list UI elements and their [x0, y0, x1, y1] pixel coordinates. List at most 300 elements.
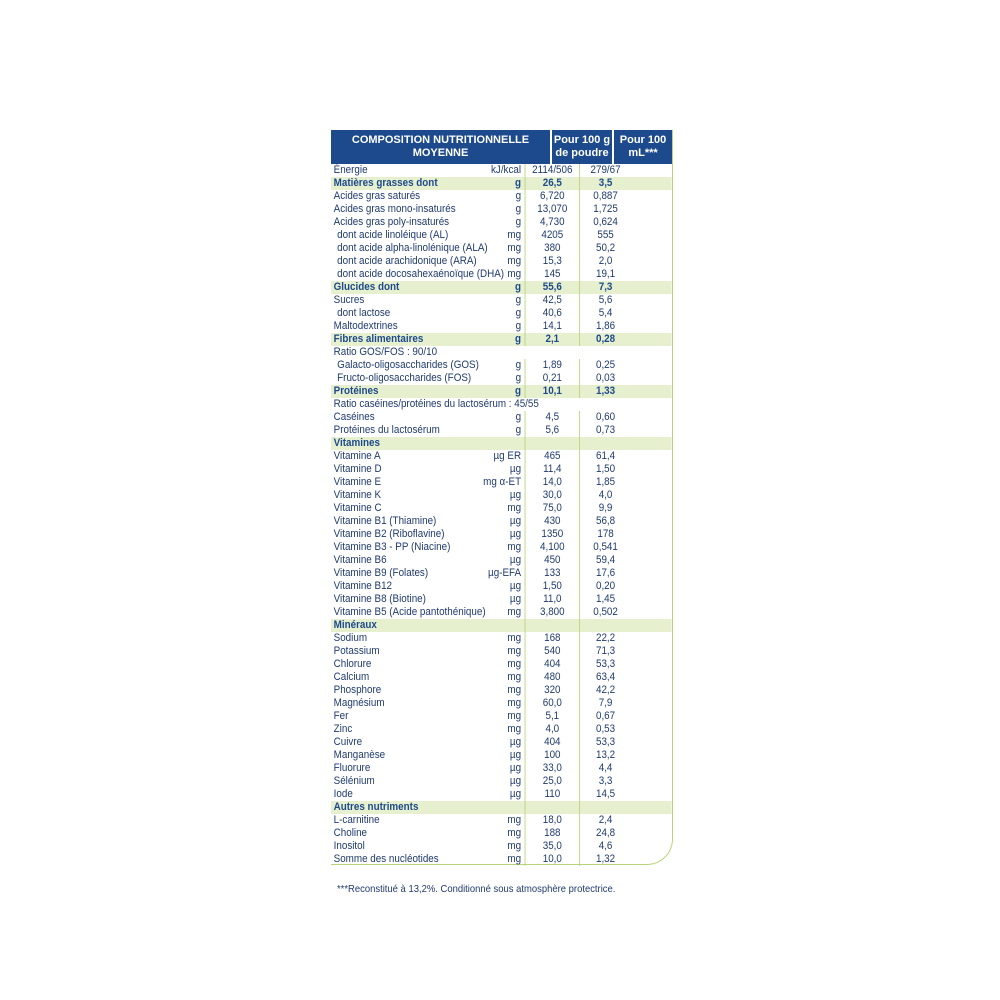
- value-per-100g: 13,070: [525, 203, 580, 216]
- row-label-cell: [331, 684, 525, 697]
- row-unit: mg: [507, 658, 522, 670]
- value-per-100g: 10,0: [525, 853, 580, 866]
- table-row: [331, 710, 672, 723]
- value-per-100ml: 0,60: [595, 411, 616, 423]
- row-label: dont lactose: [337, 307, 391, 319]
- value-per-100g: 145: [525, 268, 580, 281]
- table-row: [331, 528, 672, 541]
- row-label-cell: [331, 320, 525, 333]
- row-unit: µg: [509, 554, 522, 566]
- row-label: Fluorure: [333, 762, 371, 774]
- section-row: [331, 385, 672, 398]
- table-body: [331, 164, 672, 866]
- table-row: [331, 736, 672, 749]
- row-label: Somme des nucléotides: [333, 853, 439, 865]
- table-row: [331, 307, 672, 320]
- value-per-100g: 1350: [525, 528, 580, 541]
- value-per-100g: 11,4: [525, 463, 580, 476]
- value-per-100ml: 0,73: [595, 424, 616, 436]
- row-label-cell: [331, 164, 525, 177]
- table-row: [331, 268, 672, 281]
- section-row: [331, 801, 672, 814]
- table-row: [331, 359, 672, 372]
- table-row: [331, 489, 672, 502]
- row-unit: µg: [509, 528, 522, 540]
- row-unit: g: [515, 320, 522, 332]
- table-row: [331, 242, 672, 255]
- row-label-cell: [331, 489, 525, 502]
- row-unit: mg: [507, 268, 522, 280]
- value-per-100ml: 1,85: [595, 476, 616, 488]
- row-unit: mg: [507, 645, 522, 657]
- value-per-100ml: 19,1: [595, 268, 616, 280]
- row-label-cell: [331, 606, 525, 619]
- value-per-100ml: 0,20: [595, 580, 616, 592]
- value-per-100g: 30,0: [525, 489, 580, 502]
- value-per-100g: 2,1: [525, 333, 580, 346]
- value-per-100g: 42,5: [525, 294, 580, 307]
- table-row: [331, 853, 672, 866]
- row-unit: mg: [507, 502, 522, 514]
- value-per-100g: 15,3: [525, 255, 580, 268]
- row-label: Fibres alimentaires: [333, 333, 424, 345]
- table-row: [331, 346, 672, 359]
- value-per-100ml: 5,6: [598, 294, 613, 306]
- row-label-cell: [331, 723, 525, 736]
- value-per-100ml: 1,45: [595, 593, 616, 605]
- value-per-100g: 26,5: [525, 177, 580, 190]
- table-row: [331, 814, 672, 827]
- row-unit: mg: [507, 541, 522, 553]
- value-per-100ml: 1,725: [593, 203, 618, 215]
- row-label-cell: [331, 424, 525, 437]
- value-per-100g: [525, 619, 580, 632]
- row-label-cell: [331, 190, 525, 203]
- row-label: Acides gras saturés: [333, 190, 421, 202]
- row-label: dont acide alpha-linolénique (ALA): [337, 242, 488, 254]
- row-label-cell: [331, 840, 525, 853]
- value-per-100g: 380: [525, 242, 580, 255]
- value-per-100ml: 42,2: [595, 684, 616, 696]
- value-per-100ml: 3,3: [598, 775, 613, 787]
- row-label-cell: [331, 801, 525, 814]
- table-row: [331, 515, 672, 528]
- value-per-100ml: 0,03: [595, 372, 616, 384]
- value-per-100ml: [580, 801, 631, 814]
- table-row: [331, 697, 672, 710]
- row-label: Inositol: [333, 840, 365, 852]
- row-label: Caséines: [333, 411, 375, 423]
- value-per-100g: 4,100: [525, 541, 580, 554]
- row-label: Fer: [333, 710, 349, 722]
- value-per-100g: 33,0: [525, 762, 580, 775]
- row-label-cell: [331, 463, 525, 476]
- table-row: [331, 788, 672, 801]
- table-row: [331, 463, 672, 476]
- row-label-cell: [331, 346, 631, 359]
- row-unit: mg: [507, 723, 522, 735]
- nutrition-table: [331, 130, 672, 866]
- value-per-100ml: 22,2: [595, 632, 616, 644]
- row-unit: µg: [509, 593, 522, 605]
- table-row: [331, 203, 672, 216]
- value-per-100g: 10,1: [525, 385, 580, 398]
- section-row: [331, 333, 672, 346]
- row-label: Autres nutriments: [333, 801, 419, 813]
- table-row: [331, 398, 672, 411]
- value-per-100ml: 0,887: [593, 190, 618, 202]
- row-label-cell: [331, 827, 525, 840]
- row-unit: g: [515, 203, 522, 215]
- row-label-cell: [331, 619, 525, 632]
- row-label: Chlorure: [333, 658, 372, 670]
- section-row: [331, 619, 672, 632]
- row-label-cell: [331, 814, 525, 827]
- row-label: dont acide linoléique (AL): [337, 229, 449, 241]
- value-per-100ml: 178: [597, 528, 614, 540]
- value-per-100g: 2114/506: [525, 164, 580, 177]
- value-per-100g: 1,50: [525, 580, 580, 593]
- value-per-100ml: 555: [597, 229, 614, 241]
- row-label-cell: [331, 697, 525, 710]
- row-label-cell: [331, 398, 631, 411]
- row-label-cell: [331, 593, 525, 606]
- row-label: Calcium: [333, 671, 370, 683]
- row-label: Vitamine B12: [333, 580, 393, 592]
- row-label-cell: [331, 736, 525, 749]
- table-row: [331, 606, 672, 619]
- row-label-cell: [331, 437, 525, 450]
- value-per-100ml: 17,6: [595, 567, 616, 579]
- value-per-100ml: 59,4: [595, 554, 616, 566]
- value-per-100g: 404: [525, 736, 580, 749]
- table-row: [331, 294, 672, 307]
- value-per-100ml: 24,8: [595, 827, 616, 839]
- row-label-cell: [331, 853, 525, 866]
- row-label-cell: [331, 333, 525, 346]
- value-per-100ml: 53,3: [595, 736, 616, 748]
- value-per-100g: 5,6: [525, 424, 580, 437]
- row-unit: mg: [507, 229, 522, 241]
- row-label-cell: [331, 632, 525, 645]
- value-per-100g: 4,730: [525, 216, 580, 229]
- value-per-100g: 55,6: [525, 281, 580, 294]
- row-unit: µg: [509, 788, 522, 800]
- row-unit: µg ER: [493, 450, 522, 462]
- row-unit: mg: [507, 710, 522, 722]
- value-per-100g: 404: [525, 658, 580, 671]
- header-per-100g: Pour 100 g de poudre: [552, 130, 614, 164]
- row-label: Manganèse: [333, 749, 386, 761]
- value-per-100ml: 4,6: [598, 840, 613, 852]
- row-label: Vitamines: [333, 437, 380, 449]
- row-label: Choline: [333, 827, 368, 839]
- value-per-100ml: 1,32: [595, 853, 616, 865]
- row-label: Vitamine A: [333, 450, 381, 462]
- row-unit: mg: [507, 827, 522, 839]
- table-row: [331, 411, 672, 424]
- value-per-100ml: 3,5: [598, 177, 613, 189]
- row-label-cell: [331, 203, 525, 216]
- row-label-cell: [331, 658, 525, 671]
- table-row: [331, 671, 672, 684]
- table-row: [331, 658, 672, 671]
- value-per-100ml: 5,4: [598, 307, 613, 319]
- table-row: [331, 190, 672, 203]
- table-row: [331, 320, 672, 333]
- row-unit: g: [515, 216, 522, 228]
- row-unit: mg: [507, 840, 522, 852]
- table-row: [331, 684, 672, 697]
- row-label: Vitamine B2 (Riboflavine): [333, 528, 445, 540]
- value-per-100g: 60,0: [525, 697, 580, 710]
- row-unit: g: [515, 385, 522, 397]
- table-row: [331, 229, 672, 242]
- row-unit: mg: [507, 255, 522, 267]
- value-per-100g: 320: [525, 684, 580, 697]
- table-row: [331, 541, 672, 554]
- table-row: [331, 580, 672, 593]
- value-per-100ml: [580, 619, 631, 632]
- row-label: Phosphore: [333, 684, 382, 696]
- row-unit: g: [515, 411, 522, 423]
- row-label: Zinc: [333, 723, 353, 735]
- value-per-100g: 3,800: [525, 606, 580, 619]
- table-row: [331, 255, 672, 268]
- row-unit: µg: [509, 489, 522, 501]
- value-per-100g: 25,0: [525, 775, 580, 788]
- row-label: Matières grasses dont: [333, 177, 438, 189]
- row-unit: g: [515, 294, 522, 306]
- table-row: [331, 450, 672, 463]
- row-label: Vitamine E: [333, 476, 382, 488]
- value-per-100g: 1,89: [525, 359, 580, 372]
- row-label-cell: [331, 255, 525, 268]
- row-unit: g: [515, 190, 522, 202]
- row-label: Protéines du lactosérum: [333, 424, 440, 436]
- value-per-100g: 18,0: [525, 814, 580, 827]
- value-per-100g: 11,0: [525, 593, 580, 606]
- table-row: [331, 723, 672, 736]
- row-unit: g: [515, 177, 522, 189]
- row-label-cell: [331, 372, 525, 385]
- section-row: [331, 437, 672, 450]
- value-per-100ml: 71,3: [595, 645, 616, 657]
- value-per-100g: [525, 801, 580, 814]
- value-per-100g: 4,5: [525, 411, 580, 424]
- row-unit: g: [515, 359, 522, 371]
- row-label-cell: [331, 775, 525, 788]
- value-per-100g: 450: [525, 554, 580, 567]
- value-per-100g: 540: [525, 645, 580, 658]
- row-label-cell: [331, 645, 525, 658]
- row-label: Magnésium: [333, 697, 385, 709]
- row-label-cell: [331, 268, 525, 281]
- row-label: Vitamine B1 (Thiamine): [333, 515, 437, 527]
- row-label-cell: [331, 580, 525, 593]
- row-unit: µg: [509, 736, 522, 748]
- value-per-100ml: 63,4: [595, 671, 616, 683]
- table-row: [331, 645, 672, 658]
- row-label: Sélénium: [333, 775, 375, 787]
- row-label: dont acide arachidonique (ARA): [337, 255, 477, 267]
- row-label: Ratio caséines/protéines du lactosérum : 45/55: [333, 398, 539, 410]
- row-unit: g: [515, 424, 522, 436]
- row-label-cell: [331, 788, 525, 801]
- value-per-100ml: 0,624: [593, 216, 618, 228]
- value-per-100g: [525, 437, 580, 450]
- table-row: [331, 567, 672, 580]
- value-per-100g: 110: [525, 788, 580, 801]
- value-per-100g: 4,0: [525, 723, 580, 736]
- row-label-cell: [331, 567, 525, 580]
- value-per-100g: 465: [525, 450, 580, 463]
- row-label-cell: [331, 515, 525, 528]
- value-per-100ml: 56,8: [595, 515, 616, 527]
- value-per-100ml: 0,541: [593, 541, 618, 553]
- row-label: Sucres: [333, 294, 365, 306]
- row-unit: kJ/kcal: [490, 164, 522, 176]
- row-label-cell: [331, 177, 525, 190]
- value-per-100g: 5,1: [525, 710, 580, 723]
- value-per-100ml: 50,2: [595, 242, 616, 254]
- row-label-cell: [331, 229, 525, 242]
- value-per-100ml: 1,50: [595, 463, 616, 475]
- table-row: [331, 216, 672, 229]
- row-unit: mg: [507, 242, 522, 254]
- row-unit: mg α-ET: [483, 476, 522, 488]
- row-label: L-carnitine: [333, 814, 380, 826]
- row-label-cell: [331, 502, 525, 515]
- value-per-100ml: 0,28: [595, 333, 616, 345]
- row-label: Iode: [333, 788, 353, 800]
- row-label-cell: [331, 307, 525, 320]
- value-per-100ml: 61,4: [595, 450, 616, 462]
- value-per-100ml: [580, 437, 631, 450]
- value-per-100ml: 0,502: [593, 606, 618, 618]
- value-per-100ml: 2,4: [598, 814, 613, 826]
- value-per-100g: 133: [525, 567, 580, 580]
- row-label: Protéines: [333, 385, 379, 397]
- value-per-100ml: 13,2: [595, 749, 616, 761]
- table-row: [331, 372, 672, 385]
- value-per-100g: 168: [525, 632, 580, 645]
- value-per-100ml: 0,53: [595, 723, 616, 735]
- value-per-100ml: 279/67: [590, 164, 621, 176]
- value-per-100ml: 0,67: [595, 710, 616, 722]
- row-unit: µg: [509, 762, 522, 774]
- row-label-cell: [331, 359, 525, 372]
- value-per-100ml: 4,0: [598, 489, 613, 501]
- row-label-cell: [331, 450, 525, 463]
- row-label-cell: [331, 762, 525, 775]
- row-label: Glucides dont: [333, 281, 400, 293]
- row-label: Minéraux: [333, 619, 377, 631]
- table-row: [331, 762, 672, 775]
- value-per-100g: 0,21: [525, 372, 580, 385]
- row-label-cell: [331, 242, 525, 255]
- row-unit: µg: [509, 463, 522, 475]
- value-per-100ml: 7,3: [598, 281, 613, 293]
- value-per-100g: 4205: [525, 229, 580, 242]
- row-label-cell: [331, 749, 525, 762]
- row-label: Vitamine B6: [333, 554, 387, 566]
- row-label: Cuivre: [333, 736, 363, 748]
- row-label-cell: [331, 541, 525, 554]
- table-header: [331, 130, 672, 164]
- row-unit: µg: [509, 775, 522, 787]
- row-label-cell: [331, 281, 525, 294]
- row-unit: µg: [509, 749, 522, 761]
- row-label-cell: [331, 385, 525, 398]
- table-row: [331, 554, 672, 567]
- row-label: Vitamine B3 - PP (Niacine): [333, 541, 451, 553]
- row-label: Vitamine C: [333, 502, 382, 514]
- row-label-cell: [331, 476, 525, 489]
- table-row: [331, 775, 672, 788]
- value-per-100ml: 53,3: [595, 658, 616, 670]
- header-per-100ml: Pour 100 mL***: [614, 130, 672, 164]
- row-label: Galacto-oligosaccharides (GOS): [337, 359, 479, 371]
- table-row: [331, 840, 672, 853]
- row-unit: mg: [507, 671, 522, 683]
- row-label: Ratio GOS/FOS : 90/10: [333, 346, 438, 358]
- row-label-cell: [331, 216, 525, 229]
- value-per-100ml: 0,25: [595, 359, 616, 371]
- value-per-100g: 100: [525, 749, 580, 762]
- table-row: [331, 749, 672, 762]
- value-per-100g: 14,1: [525, 320, 580, 333]
- value-per-100g: 188: [525, 827, 580, 840]
- table-row: [331, 164, 672, 177]
- value-per-100g: 430: [525, 515, 580, 528]
- value-per-100g: 35,0: [525, 840, 580, 853]
- value-per-100g: 14,0: [525, 476, 580, 489]
- row-unit: µg-EFA: [488, 567, 522, 579]
- row-label-cell: [331, 411, 525, 424]
- value-per-100ml: 4,4: [598, 762, 613, 774]
- row-label-cell: [331, 554, 525, 567]
- row-label: Vitamine D: [333, 463, 382, 475]
- row-label: Énergie: [333, 164, 368, 176]
- table-row: [331, 502, 672, 515]
- value-per-100ml: 14,5: [595, 788, 616, 800]
- row-unit: g: [515, 372, 522, 384]
- section-row: [331, 177, 672, 190]
- table-row: [331, 424, 672, 437]
- table-row: [331, 593, 672, 606]
- row-unit: g: [515, 333, 522, 345]
- row-unit: mg: [507, 606, 522, 618]
- value-per-100g: 40,6: [525, 307, 580, 320]
- value-per-100ml: 9,9: [598, 502, 613, 514]
- value-per-100ml: 2,0: [598, 255, 613, 267]
- row-label: dont acide docosahexaénoïque (DHA): [337, 268, 505, 280]
- row-unit: g: [515, 281, 522, 293]
- value-per-100g: 75,0: [525, 502, 580, 515]
- value-per-100ml: 7,9: [598, 697, 613, 709]
- row-label: Maltodextrines: [333, 320, 398, 332]
- value-per-100g: 480: [525, 671, 580, 684]
- table-row: [331, 827, 672, 840]
- table-row: [331, 632, 672, 645]
- row-label: Vitamine B5 (Acide pantothénique): [333, 606, 486, 618]
- row-unit: mg: [507, 684, 522, 696]
- row-label: Vitamine B8 (Biotine): [333, 593, 426, 605]
- header-composition: COMPOSITION NUTRITIONNELLE MOYENNE: [331, 130, 552, 164]
- row-unit: mg: [507, 632, 522, 644]
- row-unit: µg: [509, 515, 522, 527]
